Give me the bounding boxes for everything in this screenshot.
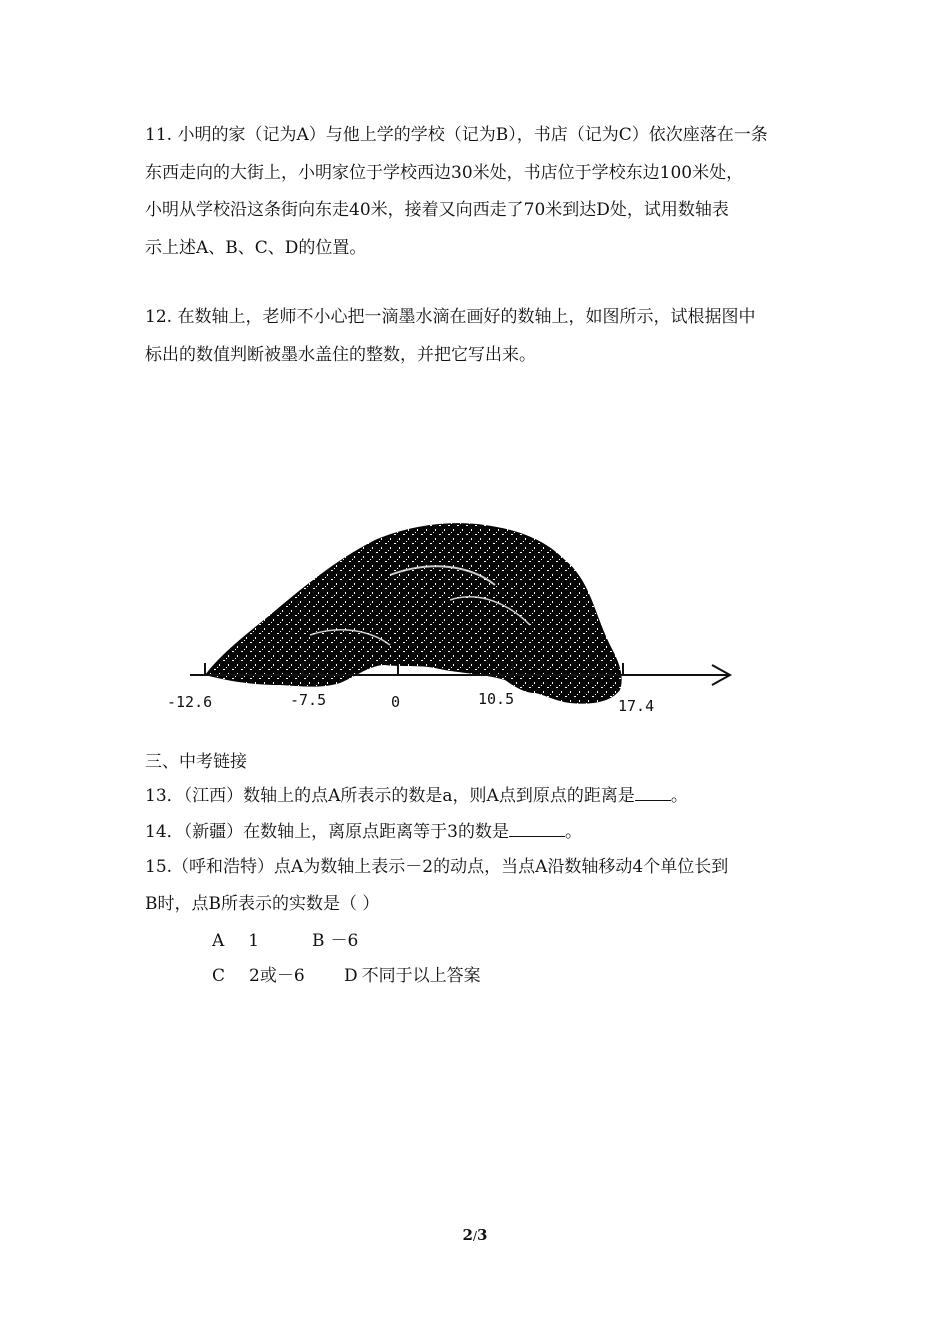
question-14 xyxy=(145,820,582,844)
ink-blot xyxy=(205,523,622,704)
label-neg-12-6: -12.6 xyxy=(167,693,213,711)
q11-line-4: 示上述A、B、C、D的位置。 xyxy=(145,237,367,258)
q12-line-2: 标出的数值判断被墨水盖住的整数，并把它写出来。 xyxy=(145,344,536,365)
q13-answer-blank[interactable] xyxy=(635,784,671,801)
q14-answer-blank[interactable] xyxy=(509,820,565,837)
page-total: 3 xyxy=(477,1226,488,1244)
q13-text: 13．（江西）数轴上的点A所表示的数是a，则A点到原点的距离是 xyxy=(145,786,635,806)
option-b[interactable]: B －6 xyxy=(312,931,359,951)
question-13 xyxy=(145,784,688,808)
q11-line-2: 东西走向的大街上，小明家位于学校西边30米处，书店位于学校东边100米处， xyxy=(145,162,744,183)
q11-line-3: 小明从学校沿这条街向东走40米，接着又向西走了70米到达D处，试用数轴表 xyxy=(145,200,729,220)
option-a[interactable]: A 1 xyxy=(212,931,260,951)
question-12 xyxy=(145,299,815,374)
label-10-5: 10.5 xyxy=(478,690,515,708)
page-separator: / xyxy=(472,1229,478,1243)
q12-line-1: 12. 在数轴上，老师不小心把一滴墨水滴在画好的数轴上，如图所示，试根据图中 xyxy=(145,307,756,327)
section-3-title: 三、中考链接 xyxy=(145,752,247,772)
label-neg-7-5: -7.5 xyxy=(290,691,327,709)
label-17-4: 17.4 xyxy=(618,697,655,715)
q14-text: 14．（新疆）在数轴上，离原点距离等于3的数是 xyxy=(145,822,509,842)
q15-line-2: B时，点B所表示的实数是（ ） xyxy=(145,894,380,914)
question-11 xyxy=(145,117,815,267)
ink-blot-number-line-figure xyxy=(150,505,750,730)
q13-end: 。 xyxy=(670,786,688,806)
q11-line-1: 11. 小明的家（记为A）与他上学的学校（记为B），书店（记为C）依次座落在一条 xyxy=(145,125,768,145)
option-c[interactable]: C 2或－6 xyxy=(212,966,305,986)
page-current: 2 xyxy=(462,1226,473,1244)
q14-end: 。 xyxy=(564,822,582,842)
label-zero: 0 xyxy=(391,693,401,711)
option-d[interactable]: D 不同于以上答案 xyxy=(344,966,481,986)
q15-line-1: 15.（呼和浩特）点A为数轴上表示－2的动点，当点A沿数轴移动4个单位长到 xyxy=(145,857,729,877)
page-number xyxy=(0,1226,950,1244)
